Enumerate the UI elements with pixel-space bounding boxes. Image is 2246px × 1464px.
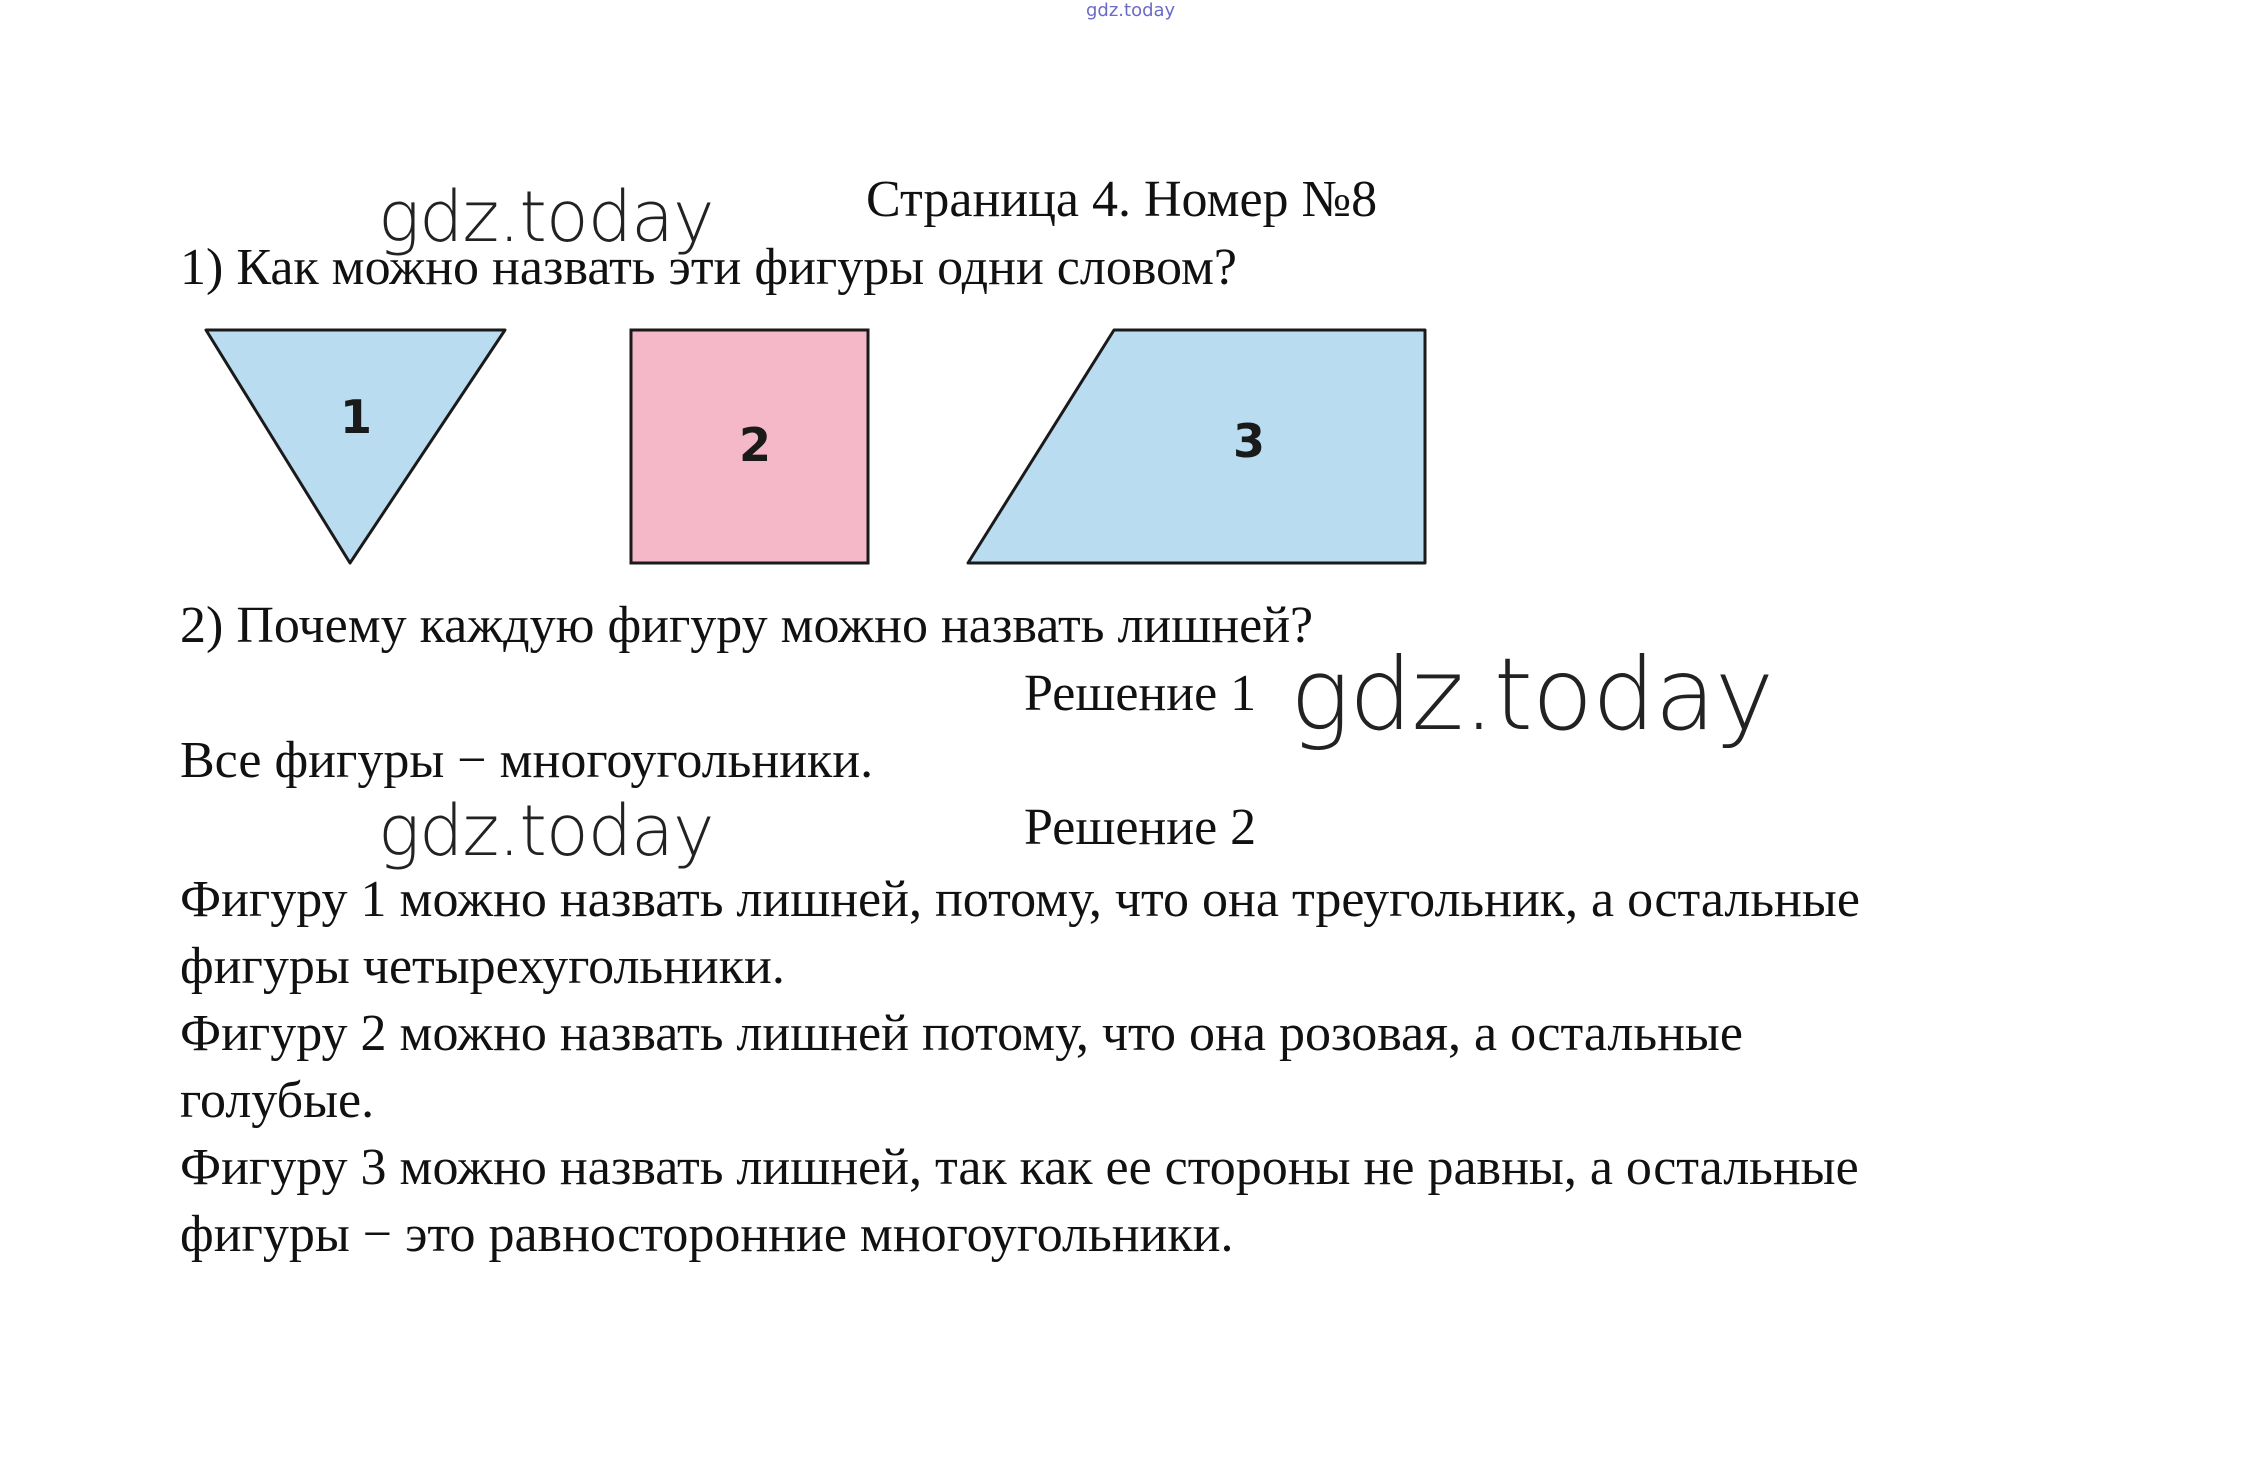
figure-1-label: 1 <box>339 390 373 444</box>
site-mark: gdz.today <box>1086 0 1176 21</box>
figure-1-triangle <box>206 330 505 563</box>
answer-line: Фигуру 1 можно назвать лишней, потому, что она треугольник, а остальные <box>180 871 1860 928</box>
figure-2-label: 2 <box>738 418 772 472</box>
watermark: gdz.today <box>378 790 714 872</box>
figure-3-trapezoid <box>968 330 1425 563</box>
solution-1-text: Все фигуры − многоугольники. <box>180 732 874 789</box>
answer-line: фигуры четырехугольники. <box>180 938 785 995</box>
solution-2-heading: Решение 2 <box>1024 799 1257 856</box>
watermark: gdz.today <box>1290 636 1774 753</box>
question-2: 2) Почему каждую фигуру можно назвать лишней? <box>180 597 1314 654</box>
answer-line: фигуры − это равносторонние многоугольники. <box>180 1206 1234 1263</box>
watermark: gdz.today <box>378 176 714 258</box>
answer-line: голубые. <box>180 1072 375 1129</box>
page-title: Страница 4. Номер №8 <box>866 171 1378 228</box>
figure-3-label: 3 <box>1232 414 1266 468</box>
figure-2-square <box>631 330 868 563</box>
question-1: 1) Как можно назвать эти фигуры одни словом? <box>180 239 1238 296</box>
answer-line: Фигуру 2 можно назвать лишней потому, что она розовая, а остальные <box>180 1005 1743 1062</box>
figures-illustration <box>180 315 1480 575</box>
solution-1-heading: Решение 1 <box>1024 665 1257 722</box>
solution-2-text <box>180 866 2180 1268</box>
answer-line: Фигуру 3 можно назвать лишней, так как ее стороны не равны, а остальные <box>180 1139 1859 1196</box>
